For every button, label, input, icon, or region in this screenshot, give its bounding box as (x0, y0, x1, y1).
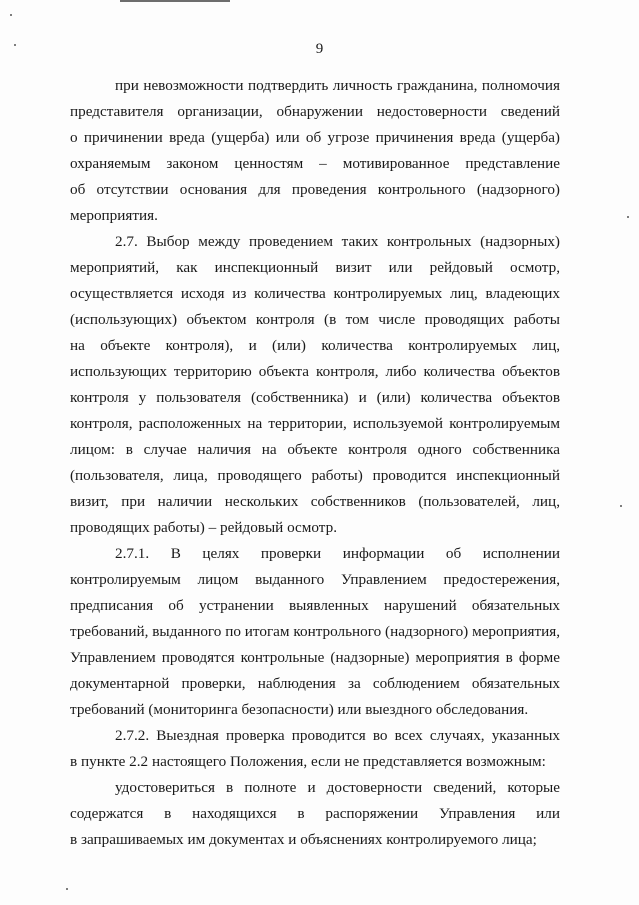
text-line: контроля, расположенных на территории, используемой контролируемым (70, 415, 560, 432)
scan-edge-line (120, 0, 230, 2)
text-line: мероприятий, как инспекционный визит или рейдовый осмотр, (70, 259, 560, 276)
paragraph (70, 723, 560, 775)
body-text (70, 73, 560, 853)
text-line: мероприятия. (70, 207, 158, 224)
text-line: предписания об устранении выявленных нарушений обязательных (70, 597, 560, 614)
text-line: 2.7.1. В целях проверки информации об исполнении (115, 545, 560, 562)
text-line: содержатся в находящихся в распоряжении Управления или (70, 805, 560, 822)
scan-speck (66, 888, 68, 890)
page-number: 9 (315, 41, 324, 57)
text-line: контролируемым лицом выданного Управлением предостережения, (70, 571, 560, 588)
text-line: (использующих) объектом контроля (в том числе проводящих работы (70, 311, 560, 328)
text-line: в запрашиваемых им документах и объяснениях контролируемого лица; (70, 831, 537, 848)
paragraph (70, 229, 560, 541)
text-line: визит, при наличии нескольких собственников (пользователей, лиц, (70, 493, 560, 510)
text-line: документарной проверки, наблюдения за соблюдением обязательных (70, 675, 560, 692)
text-line: контроля у пользователя (собственника) и (или) количества объектов (70, 389, 560, 406)
paragraph (70, 73, 560, 229)
text-line: в пункте 2.2 настоящего Положения, если не представляется возможным: (70, 753, 546, 770)
paragraph (70, 775, 560, 853)
text-line: требований (мониторинга безопасности) или выездного обследования. (70, 701, 529, 718)
scan-speck (620, 505, 622, 507)
text-line: об отсутствии основания для проведения контрольного (надзорного) (70, 181, 560, 198)
text-line: о причинении вреда (ущерба) или об угрозе причинения вреда (ущерба) (70, 129, 560, 146)
text-line: требований, выданного по итогам контрольного (надзорного) мероприятия, (70, 623, 560, 640)
text-line: использующих территорию объекта контроля, либо количества объектов (70, 363, 560, 380)
text-line: Управлением проводятся контрольные (надзорные) мероприятия в форме (70, 649, 560, 666)
text-line: лицом: в случае наличия на объекте контроля одного собственника (70, 441, 560, 458)
text-line: при невозможности подтвердить личность гражданина, полномочия (115, 77, 560, 94)
text-line: проводящих работы) – рейдовый осмотр. (70, 519, 338, 536)
text-line: 2.7. Выбор между проведением таких контрольных (надзорных) (115, 233, 560, 250)
paragraph (70, 541, 560, 723)
text-line: на объекте контроля), и (или) количества контролируемых лиц, (70, 337, 560, 354)
text-line: 2.7.2. Выездная проверка проводится во всех случаях, указанных (115, 727, 560, 744)
scan-speck (10, 14, 12, 16)
text-line: удостовериться в полноте и достоверности сведений, которые (115, 779, 560, 796)
text-line: охраняемым законом ценностям – мотивированное представление (70, 155, 560, 172)
text-line: (пользователя, лица, проводящего работы) проводится инспекционный (70, 467, 560, 484)
text-line: осуществляется исходя из количества контролируемых лиц, владеющих (70, 285, 560, 302)
scan-speck (627, 216, 629, 218)
text-line: представителя организации, обнаружении недостоверности сведений (70, 103, 560, 120)
